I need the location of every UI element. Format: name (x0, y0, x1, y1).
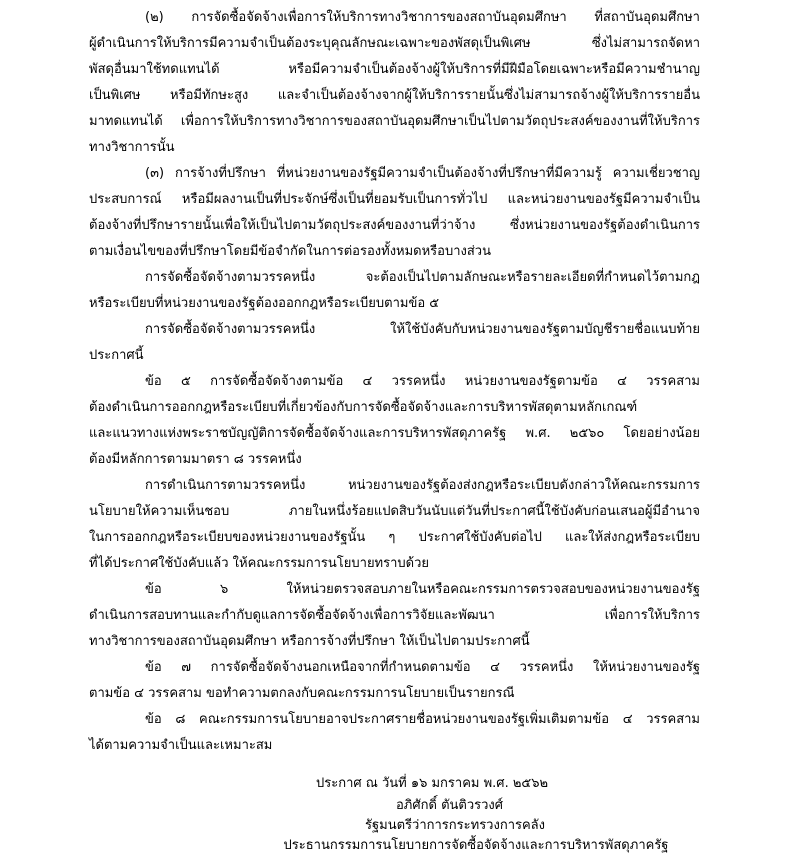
para2-line1: (๓) การจ้างที่ปรึกษา ที่หน่วยงานของรัฐมีความจำเป็นต้องจ้างที่ปรึกษาที่มีความรู้ ความเชี่ยวชาญ (145, 166, 700, 181)
para6-line3: ในการออกกฎหรือระเบียบของหน่วยงานของรัฐนั้น ๆ ประกาศใช้บังคับต่อไป และให้ส่งกฎหรือระเบียบ (89, 530, 700, 545)
para6-line4: ที่ได้ประกาศใช้บังคับแล้ว ให้คณะกรรมการนโยบายทราบด้วย (89, 556, 430, 571)
clause6-line1: ข้อ ๖ ให้หน่วยตรวจสอบภายในหรือคณะกรรมการตรวจสอบของหน่วยงานของรัฐ (145, 582, 700, 597)
para1-line6: ทางวิชาการนั้น (89, 140, 175, 155)
clause7-line2: ตามข้อ ๔ วรรคสาม ขอทำความตกลงกับคณะกรรมการนโยบายเป็นรายกรณี (89, 686, 515, 701)
para2-line4: ตามเงื่อนไขของที่ปรึกษาโดยมีข้อจำกัดในการต่อรองทั้งหมดหรือบางส่วน (89, 244, 491, 259)
para2-line3: ต้องจ้างที่ปรึกษารายนั้นเพื่อให้เป็นไปตามวัตถุประสงค์ของงานที่ว่าจ้าง ซึ่งหน่วยงานของรัฐต้องดำเนินการ (89, 218, 700, 233)
signatory-position-chairman: ประธานกรรมการนโยบายการจัดซื้อจัดจ้างและการบริหารพัสดุภาครัฐ (283, 838, 669, 853)
clause5-line4: ต้องมีหลักการตามมาตรา ๘ วรรคหนึ่ง (89, 452, 302, 467)
para6-line2: นโยบายให้ความเห็นชอบ ภายในหนึ่งร้อยแปดสิบวันนับแต่วันที่ประกาศนี้ใช้บังคับก่อนเสนอผู้มีอำนาจ (89, 504, 700, 519)
clause5-line3: และแนวทางแห่งพระราชบัญญัติการจัดซื้อจัดจ้างและการบริหารพัสดุภาครัฐ พ.ศ. ๒๕๖๐ โดยอย่างน้อย (89, 426, 700, 441)
para1-line5: มาทดแทนได้ เพื่อการให้บริการทางวิชาการของสถาบันอุดมศึกษาเป็นไปตามวัตถุประสงค์ของงานที่ให้บริการ (89, 114, 700, 129)
para4-line1: การจัดซื้อจัดจ้างตามวรรคหนึ่ง ให้ใช้บังคับกับหน่วยงานของรัฐตามบัญชีรายชื่อแนบท้าย (145, 322, 700, 337)
para3-line2: หรือระเบียบที่หน่วยงานของรัฐต้องออกกฎหรือระเบียบตามข้อ ๕ (89, 296, 440, 311)
signatory-position-minister: รัฐมนตรีว่าการกระทรวงการคลัง (365, 818, 545, 833)
clause5-line2: ต้องดำเนินการออกกฎหรือระเบียบที่เกี่ยวข้องกับการจัดซื้อจัดจ้างและการบริหารพัสดุตามหลักเกณฑ์ (89, 400, 638, 415)
para3-line1: การจัดซื้อจัดจ้างตามวรรคหนึ่ง จะต้องเป็นไปตามลักษณะหรือรายละเอียดที่กำหนดไว้ตามกฎ (145, 270, 700, 285)
para2-line2: ประสบการณ์ หรือมีผลงานเป็นที่ประจักษ์ซึ่งเป็นที่ยอมรับเป็นการทั่วไป และหน่วยงานของรัฐมีความจำเป็น (89, 192, 700, 207)
para1-line3: พัสดุอื่นมาใช้ทดแทนได้ หรือมีความจำเป็นต้องจ้างผู้ให้บริการที่มีฝีมือโดยเฉพาะหรือมีความชำนาญ (89, 62, 700, 77)
para1-line2: ผู้ดำเนินการให้บริการมีความจำเป็นต้องระบุคุณลักษณะเฉพาะของพัสดุเป็นพิเศษ ซึ่งไม่สามารถจัดหา (89, 36, 700, 51)
para4-line2: ประกาศนี้ (89, 348, 144, 363)
para1-line4: เป็นพิเศษ หรือมีทักษะสูง และจำเป็นต้องจ้างจากผู้ให้บริการรายนั้นซึ่งไม่สามารถจ้างผู้ให้บริการรายอื่น (89, 88, 700, 103)
clause8-line1: ข้อ ๘ คณะกรรมการนโยบายอาจประกาศรายชื่อหน่วยงานของรัฐเพิ่มเติมตามข้อ ๔ วรรคสาม (145, 712, 700, 727)
clause7-line1: ข้อ ๗ การจัดซื้อจัดจ้างนอกเหนือจากที่กำหนดตามข้อ ๔ วรรคหนึ่ง ให้หน่วยงานของรัฐ (145, 660, 700, 675)
clause6-line3: ทางวิชาการของสถาบันอุดมศึกษา หรือการจ้างที่ปรึกษา ให้เป็นไปตามประกาศนี้ (89, 634, 530, 649)
clause5-line1: ข้อ ๕ การจัดซื้อจัดจ้างตามข้อ ๔ วรรคหนึ่ง หน่วยงานของรัฐตามข้อ ๔ วรรคสาม (145, 374, 700, 389)
signatory-name: อภิศักดิ์ ตันติวรวงศ์ (396, 798, 504, 813)
para6-line1: การดำเนินการตามวรรคหนึ่ง หน่วยงานของรัฐต้องส่งกฎหรือระเบียบดังกล่าวให้คณะกรรมการ (145, 478, 700, 493)
para1-line1: (๒) การจัดซื้อจัดจ้างเพื่อการให้บริการทางวิชาการของสถาบันอุดมศึกษา ที่สถาบันอุดมศึกษา (145, 10, 700, 25)
announcement-date: ประกาศ ณ วันที่ ๑๖ มกราคม พ.ศ. ๒๕๖๒ (316, 776, 549, 791)
clause6-line2: ดำเนินการสอบทานและกำกับดูแลการจัดซื้อจัดจ้างเพื่อการวิจัยและพัฒนา เพื่อการให้บริการ (89, 608, 700, 623)
clause8-line2: ได้ตามความจำเป็นและเหมาะสม (89, 738, 273, 753)
